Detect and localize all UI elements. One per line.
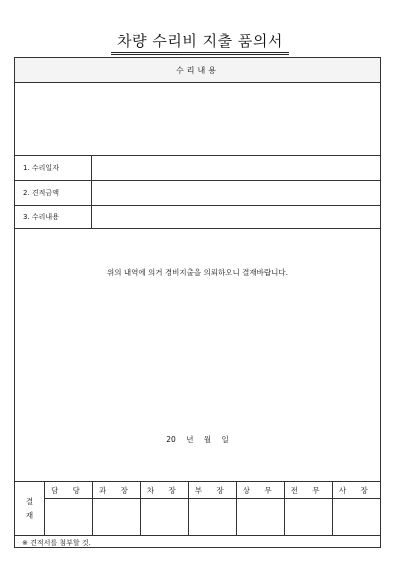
attachment-note: ※ 견적서를 첨부할 것. xyxy=(22,538,91,547)
field-label: 1. 수리일자 xyxy=(15,156,92,180)
position-deputy-director: 차 장 xyxy=(140,482,188,499)
repair-details-area[interactable] xyxy=(15,83,380,156)
date-line: 20 년 월 일 xyxy=(166,435,229,444)
signature-cell[interactable] xyxy=(92,499,140,536)
repair-content-input[interactable] xyxy=(92,205,380,228)
field-repair-date xyxy=(15,156,380,181)
signature-cell[interactable] xyxy=(236,499,284,536)
form-frame xyxy=(14,57,381,548)
position-manager: 과 장 xyxy=(92,482,140,499)
document-title xyxy=(0,30,400,55)
request-body xyxy=(15,229,380,482)
position-executive-director: 전 무 xyxy=(284,482,332,499)
signature-cell[interactable] xyxy=(332,499,380,536)
approval-label: 결 재 xyxy=(15,482,45,535)
position-director: 부 장 xyxy=(188,482,236,499)
estimate-amount-input[interactable] xyxy=(92,181,380,205)
signature-cell[interactable] xyxy=(188,499,236,536)
field-label: 2. 견적금액 xyxy=(15,181,92,205)
signature-cell[interactable] xyxy=(140,499,188,536)
approval-table xyxy=(15,482,380,536)
field-repair-content xyxy=(15,205,380,229)
signature-cell[interactable] xyxy=(284,499,332,536)
field-label: 3. 수리내용 xyxy=(15,205,92,228)
field-estimate-amount xyxy=(15,181,380,206)
signature-cell[interactable] xyxy=(45,499,93,536)
section-header: 수리내용 xyxy=(15,58,380,83)
repair-date-input[interactable] xyxy=(92,156,380,180)
request-text: 위의 내역에 의거 경비지출을 의뢰하오니 결재바랍니다. xyxy=(107,268,288,277)
document-title-text: 차량 수리비 지출 품의서 xyxy=(111,30,289,55)
position-managing-director: 상 무 xyxy=(236,482,284,499)
position-staff: 담 당 xyxy=(45,482,93,499)
position-president: 사 장 xyxy=(332,482,380,499)
